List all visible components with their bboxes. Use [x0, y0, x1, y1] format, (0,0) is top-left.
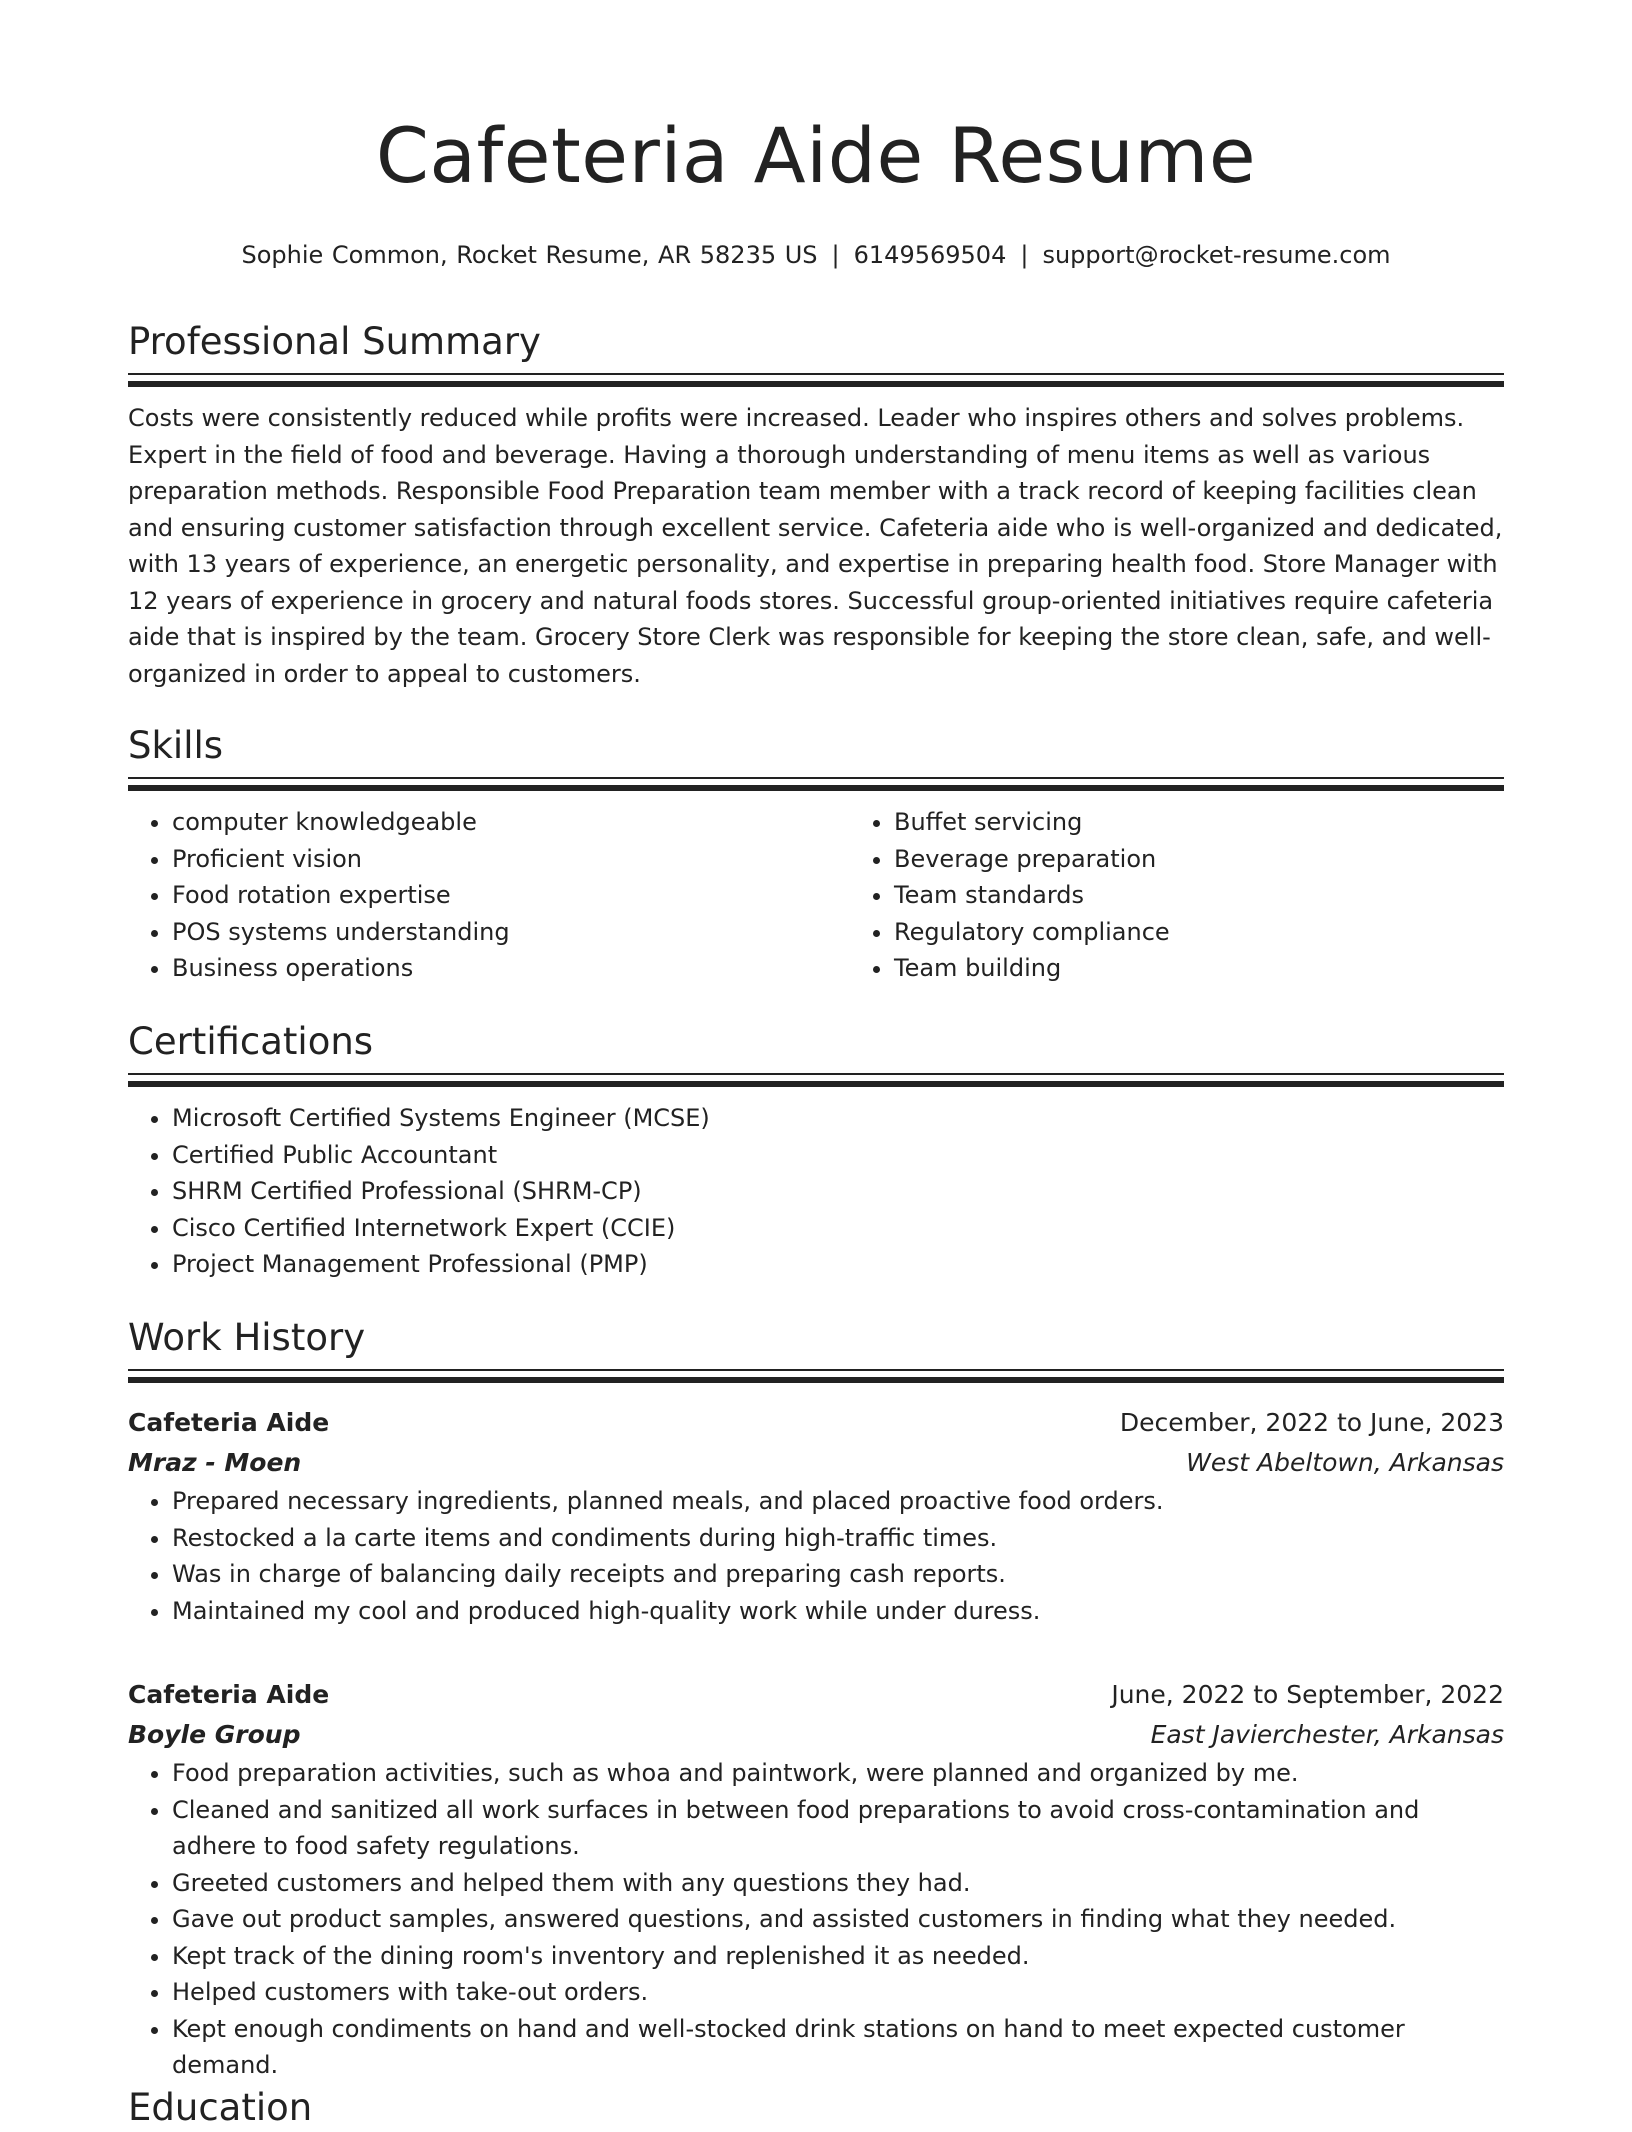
job-bullet: • Greeted customers and helped them with any questions they had. — [172, 1865, 1504, 1902]
section-divider — [128, 777, 1504, 791]
contact-phone: 6149569504 — [853, 241, 1007, 269]
job-company: Mraz - Moen — [128, 1448, 302, 1477]
job-bullet: • Restocked a la carte items and condiments during high-traffic times. — [172, 1520, 1504, 1557]
certification-item: • Certified Public Accountant — [172, 1137, 1504, 1174]
education-section — [128, 2084, 1504, 2132]
job-dates: June, 2022 to September, 2022 — [1111, 1680, 1504, 1709]
certification-item: • Cisco Certified Internetwork Expert (CCIE) — [172, 1210, 1504, 1247]
resume-page — [128, 0, 1504, 2129]
job-dates: December, 2022 to June, 2023 — [1119, 1408, 1504, 1437]
skills-grid — [128, 804, 1504, 987]
job-bullet: • Helped customers with take-out orders. — [172, 1974, 1504, 2011]
summary-text: Costs were consistently reduced while profits were increased. Leader who inspires others and solves problems. Expert in the field of food and beverage. Having a thorough understanding of menu items as well as various preparation methods. Responsible Food Preparation team member with a track record of keeping facilities clean and ensuring customer satisfaction through excellent service. Cafeteria aide who is well-organized and dedicated, with 13 years of experience, an energetic personality, and expertise in preparing health food. Store Manager with 12 years of experience in grocery and natural foods stores. Successful group-oriented initiatives require cafeteria aide that is inspired by the team. Grocery Store Clerk was responsible for keeping the store clean, safe, and well-organized in order to appeal to customers. — [128, 404, 1503, 688]
section-divider — [128, 1369, 1504, 1383]
job-bullet: • Gave out product samples, answered questions, and assisted customers in finding what they needed. — [172, 1901, 1504, 1938]
work-history-section — [128, 1314, 1504, 1383]
job-bullet: • Cleaned and sanitized all work surfaces in between food preparations to avoid cross-contamination and adhere to food safety regulations. — [172, 1792, 1504, 1865]
job-title: Cafeteria Aide — [128, 1408, 330, 1437]
skill-item: • Proficient vision — [172, 841, 850, 878]
skill-item: • Business operations — [172, 950, 850, 987]
job-bullet: • Kept enough condiments on hand and well-stocked drink stations on hand to meet expected customer demand. — [172, 2011, 1504, 2084]
section-divider — [128, 1073, 1504, 1087]
skill-item: • Regulatory compliance — [894, 914, 1548, 951]
job-bullets — [128, 1755, 1504, 2084]
summary-section — [128, 318, 1504, 692]
job-title: Cafeteria Aide — [128, 1680, 330, 1709]
job-location: West Abeltown, Arkansas — [1186, 1448, 1504, 1477]
job-bullet: • Kept track of the dining room's inventory and replenished it as needed. — [172, 1938, 1504, 1975]
skill-item: • Buffet servicing — [894, 804, 1548, 841]
job-header — [128, 1675, 1504, 1715]
certifications-list — [128, 1100, 1504, 1283]
skill-item: • POS systems understanding — [172, 914, 850, 951]
skills-list-right — [850, 804, 1548, 987]
job-subheader — [128, 1443, 1504, 1483]
resume-title: Cafeteria Aide Resume — [375, 111, 1257, 200]
certification-item: • SHRM Certified Professional (SHRM-CP) — [172, 1173, 1504, 1210]
skill-item: • Food rotation expertise — [172, 877, 850, 914]
job-subheader — [128, 1715, 1504, 1755]
job-entry — [128, 1675, 1504, 2084]
contact-email[interactable]: support@rocket-resume.com — [1042, 241, 1391, 269]
contact-separator: | — [1020, 241, 1029, 269]
contact-address: Sophie Common, Rocket Resume, AR 58235 US — [241, 241, 818, 269]
job-bullets — [128, 1483, 1504, 1629]
certification-item: • Microsoft Certified Systems Engineer (MCSE) — [172, 1100, 1504, 1137]
skills-section — [128, 722, 1504, 987]
job-bullet: • Food preparation activities, such as whoa and paintwork, were planned and organized by me. — [172, 1755, 1504, 1792]
section-heading-skills: Skills — [128, 724, 224, 767]
certifications-section — [128, 1018, 1504, 1283]
job-header — [128, 1403, 1504, 1443]
job-entry — [128, 1403, 1504, 1629]
job-bullet: • Maintained my cool and produced high-quality work while under duress. — [172, 1593, 1504, 1630]
contact-separator: | — [831, 241, 840, 269]
section-heading-certifications: Certifications — [128, 1020, 374, 1063]
section-heading-work-history: Work History — [128, 1316, 366, 1359]
section-divider — [128, 373, 1504, 387]
job-bullet: • Was in charge of balancing daily receipts and preparing cash reports. — [172, 1556, 1504, 1593]
skill-item: • Beverage preparation — [894, 841, 1548, 878]
certification-item: • Project Management Professional (PMP) — [172, 1246, 1504, 1283]
contact-line — [128, 239, 1504, 271]
section-heading-education: Education — [128, 2086, 313, 2129]
skill-item: • Team building — [894, 950, 1548, 987]
skills-list-left — [128, 804, 850, 987]
skill-item: • computer knowledgeable — [172, 804, 850, 841]
job-location: East Javierchester, Arkansas — [1150, 1720, 1504, 1749]
job-company: Boyle Group — [128, 1720, 301, 1749]
job-bullet: • Prepared necessary ingredients, planned meals, and placed proactive food orders. — [172, 1483, 1504, 1520]
section-heading-summary: Professional Summary — [128, 320, 541, 363]
skill-item: • Team standards — [894, 877, 1548, 914]
